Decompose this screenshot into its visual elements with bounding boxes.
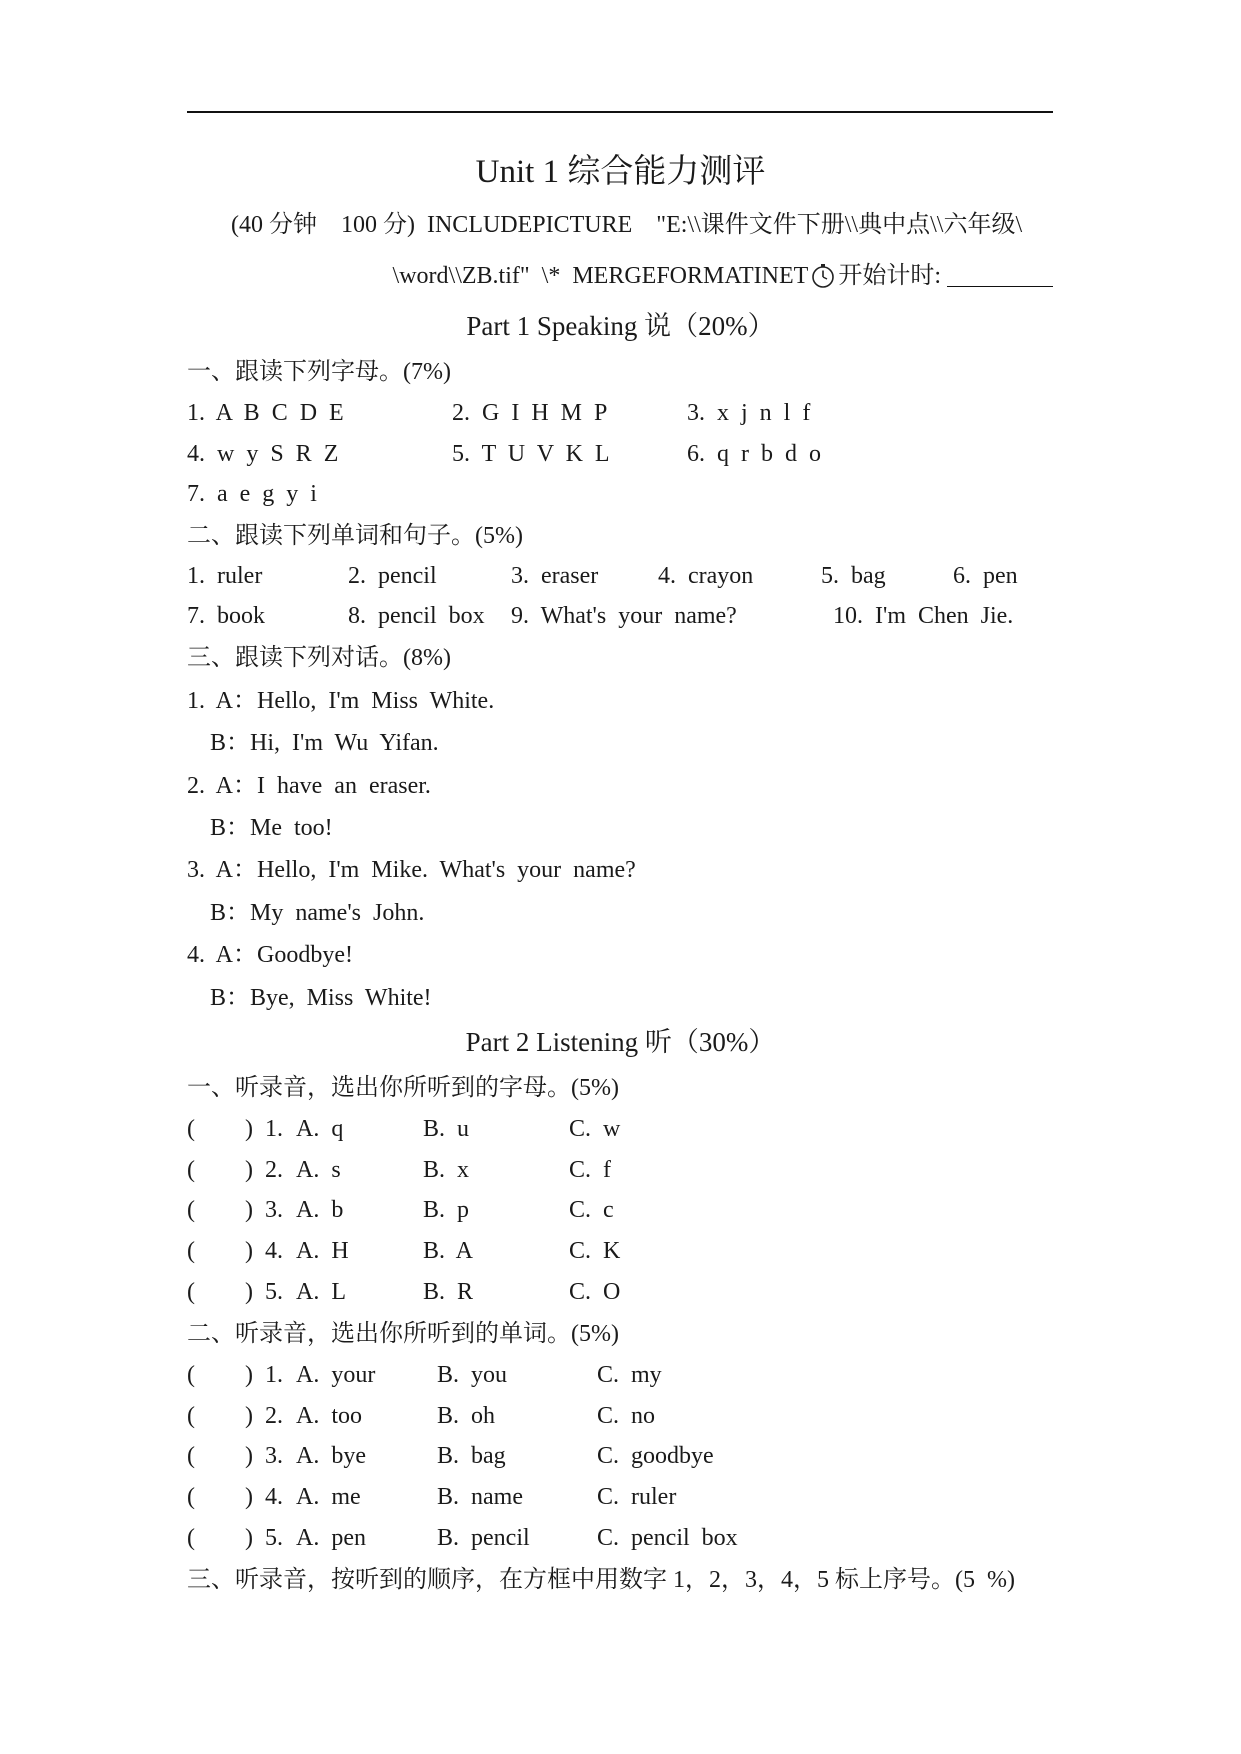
timer-label: 开始计时: [838, 263, 947, 289]
option-a: A. s [296, 1157, 341, 1183]
option-c: C. c [569, 1197, 614, 1223]
word-item: 5. bag [821, 563, 886, 589]
header-rule [187, 111, 1053, 113]
option-a: A. q [296, 1116, 344, 1142]
p1-s2-heading: 二、跟读下列单词和句子。(5%) [187, 523, 523, 549]
page-title: Unit 1 综合能力测评 [475, 154, 766, 190]
letter-item: 5. T U V K L [452, 441, 610, 467]
option-a: A. your [296, 1362, 376, 1388]
question-number: 3. [265, 1197, 283, 1223]
word-item: 7. book [187, 603, 265, 629]
dialog-line: 2. A：I have an eraser. [187, 773, 431, 799]
p1-s1-heading: 一、跟读下列字母。(7%) [187, 359, 451, 385]
answer-bracket-open[interactable]: ( [187, 1525, 195, 1551]
answer-bracket-close[interactable]: ) [245, 1238, 253, 1264]
option-b: B. u [423, 1116, 470, 1142]
header-field-code: \word\\ZB.tif" \* MERGEFORMATINET [392, 263, 809, 289]
p1-s3-heading: 三、跟读下列对话。(8%) [187, 645, 451, 671]
word-item: 8. pencil box [348, 603, 485, 629]
word-item: 4. crayon [658, 563, 754, 589]
answer-bracket-open[interactable]: ( [187, 1362, 195, 1388]
word-item: 6. pen [953, 563, 1018, 589]
answer-bracket-open[interactable]: ( [187, 1443, 195, 1469]
answer-bracket-open[interactable]: ( [187, 1403, 195, 1429]
question-number: 1. [265, 1362, 283, 1388]
question-number: 3. [265, 1443, 283, 1469]
dialog-line: 4. A：Goodbye! [187, 942, 353, 968]
answer-bracket-open[interactable]: ( [187, 1484, 195, 1510]
answer-bracket-close[interactable]: ) [245, 1443, 253, 1469]
option-c: C. f [569, 1157, 611, 1183]
question-number: 5. [265, 1279, 283, 1305]
p2-s2-heading: 二、听录音，选出你所听到的单词。(5%) [187, 1321, 619, 1347]
question-number: 2. [265, 1403, 283, 1429]
word-item: 1. ruler [187, 563, 263, 589]
option-c: C. ruler [597, 1484, 677, 1510]
word-item: 3. eraser [511, 563, 599, 589]
part2-heading: Part 2 Listening 听（30%） [465, 1027, 776, 1057]
answer-bracket-open[interactable]: ( [187, 1197, 195, 1223]
question-number: 1. [265, 1116, 283, 1142]
option-c: C. K [569, 1238, 621, 1264]
option-b: B. x [423, 1157, 470, 1183]
dialog-line: B：Me too! [210, 815, 333, 841]
timer-blank[interactable] [947, 264, 1053, 287]
option-b: B. name [437, 1484, 523, 1510]
letter-item: 4. w y S R Z [187, 441, 339, 467]
answer-bracket-close[interactable]: ) [245, 1116, 253, 1142]
answer-bracket-close[interactable]: ) [245, 1197, 253, 1223]
option-c: C. pencil box [597, 1525, 738, 1551]
option-b: B. oh [437, 1403, 496, 1429]
answer-bracket-close[interactable]: ) [245, 1157, 253, 1183]
option-c: C. no [597, 1403, 656, 1429]
word-item: 2. pencil [348, 563, 437, 589]
dialog-line: 3. A：Hello, I'm Mike. What's your name? [187, 857, 636, 883]
p2-s1-heading: 一、听录音，选出你所听到的字母。(5%) [187, 1075, 619, 1101]
option-a: A. me [296, 1484, 361, 1510]
question-number: 4. [265, 1484, 283, 1510]
question-number: 4. [265, 1238, 283, 1264]
option-a: A. pen [296, 1525, 366, 1551]
option-b: B. A [423, 1238, 474, 1264]
stopwatch-icon [810, 263, 836, 289]
letter-item: 1. A B C D E [187, 400, 344, 426]
answer-bracket-close[interactable]: ) [245, 1362, 253, 1388]
dialog-line: B：Bye, Miss White! [210, 985, 432, 1011]
option-c: C. goodbye [597, 1443, 714, 1469]
answer-bracket-close[interactable]: ) [245, 1525, 253, 1551]
option-b: B. you [437, 1362, 508, 1388]
header-line-1: (40 分钟 100 分) INCLUDEPICTURE "E:\\课件文件下册\\典中点\\六年级\ [231, 212, 1023, 238]
answer-bracket-close[interactable]: ) [245, 1484, 253, 1510]
letter-item: 3. x j n l f [687, 400, 811, 426]
header-line-2 [393, 261, 1053, 291]
option-a: A. bye [296, 1443, 366, 1469]
answer-bracket-open[interactable]: ( [187, 1279, 195, 1305]
answer-bracket-open[interactable]: ( [187, 1116, 195, 1142]
question-number: 2. [265, 1157, 283, 1183]
dialog-line: B：My name's John. [210, 900, 425, 926]
question-number: 5. [265, 1525, 283, 1551]
option-b: B. p [423, 1197, 470, 1223]
word-item: 10. I'm Chen Jie. [833, 603, 1014, 629]
letter-item: 7. a e g y i [187, 481, 317, 507]
answer-bracket-open[interactable]: ( [187, 1157, 195, 1183]
p2-s3-heading: 三、听录音，按听到的顺序，在方框中用数字 1，2，3，4，5 标上序号。(5 %) [187, 1567, 1015, 1593]
letter-item: 2. G I H M P [452, 400, 608, 426]
part1-heading: Part 1 Speaking 说（20%） [466, 311, 775, 341]
option-c: C. w [569, 1116, 621, 1142]
option-b: B. bag [437, 1443, 506, 1469]
option-c: C. my [597, 1362, 662, 1388]
option-a: A. too [296, 1403, 362, 1429]
answer-bracket-close[interactable]: ) [245, 1279, 253, 1305]
answer-bracket-close[interactable]: ) [245, 1403, 253, 1429]
option-c: C. O [569, 1279, 621, 1305]
word-item: 9. What's your name? [511, 603, 737, 629]
answer-bracket-open[interactable]: ( [187, 1238, 195, 1264]
option-b: B. pencil [437, 1525, 530, 1551]
option-b: B. R [423, 1279, 474, 1305]
dialog-line: 1. A：Hello, I'm Miss White. [187, 688, 495, 714]
option-a: A. L [296, 1279, 346, 1305]
option-a: A. b [296, 1197, 344, 1223]
dialog-line: B：Hi, I'm Wu Yifan. [210, 730, 439, 756]
option-a: A. H [296, 1238, 349, 1264]
letter-item: 6. q r b d o [687, 441, 821, 467]
